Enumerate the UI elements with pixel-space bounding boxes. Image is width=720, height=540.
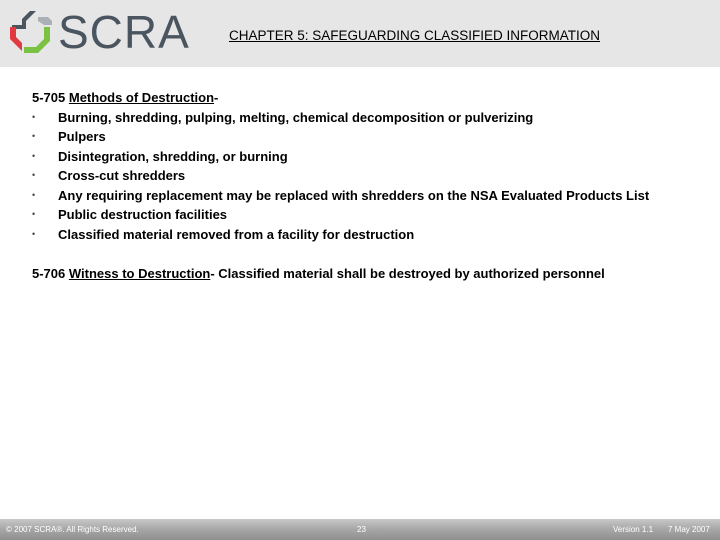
logo-text: SCRA bbox=[58, 6, 190, 58]
list-item bbox=[32, 225, 682, 245]
destruction-methods-list bbox=[32, 108, 682, 245]
bullet-icon: • bbox=[32, 228, 36, 239]
list-item-text: Disintegration, shredding, or burning bbox=[58, 148, 288, 164]
list-item bbox=[32, 147, 682, 167]
footer-date: 7 May 2007 bbox=[668, 525, 710, 534]
section-706-title: Witness to Destruction bbox=[68, 266, 211, 281]
scra-logo bbox=[8, 8, 190, 56]
list-item bbox=[32, 127, 682, 147]
list-item bbox=[32, 166, 682, 186]
bullet-icon: • bbox=[32, 189, 36, 200]
header-band bbox=[0, 0, 720, 67]
list-item-text: Classified material removed from a facility for destruction bbox=[58, 226, 415, 242]
slide-body bbox=[32, 88, 682, 284]
list-item bbox=[32, 186, 682, 206]
list-item-text: Pulpers bbox=[58, 129, 106, 144]
list-item bbox=[32, 205, 682, 225]
list-item-text: Public destruction facilities bbox=[58, 207, 228, 222]
footer-version: Version 1.1 bbox=[613, 525, 654, 534]
section-706-number: 5-706 bbox=[32, 266, 66, 281]
bullet-icon: • bbox=[32, 131, 36, 141]
bullet-icon: • bbox=[32, 111, 36, 122]
bullet-icon: • bbox=[32, 209, 36, 219]
section-706-text: - Classified material shall be destroyed by authorized personnel bbox=[210, 266, 605, 281]
section-705-number: 5-705 bbox=[32, 90, 66, 105]
footer-copyright: © 2007 SCRA®. All Rights Reserved. bbox=[6, 525, 139, 534]
section-705-title: Methods of Destruction bbox=[68, 90, 215, 105]
list-item-text: Cross-cut shredders bbox=[58, 168, 186, 183]
list-item bbox=[32, 108, 682, 128]
chapter-title: CHAPTER 5: SAFEGUARDING CLASSIFIED INFORMATION bbox=[229, 28, 601, 43]
section-705-heading bbox=[32, 88, 682, 108]
list-item-text: Any requiring replacement may be replaced with shredders on the NSA Evaluated Products List bbox=[58, 187, 650, 203]
footer-page-number: 23 bbox=[357, 525, 366, 534]
scra-logo-icon bbox=[8, 9, 54, 55]
bullet-icon: • bbox=[32, 170, 36, 180]
list-item-text: Burning, shredding, pulping, melting, chemical decomposition or pulverizing bbox=[58, 109, 534, 125]
bullet-icon: • bbox=[32, 150, 36, 161]
section-705-suffix: - bbox=[214, 90, 219, 105]
footer-bar bbox=[0, 519, 720, 540]
section-706-paragraph bbox=[32, 264, 682, 284]
